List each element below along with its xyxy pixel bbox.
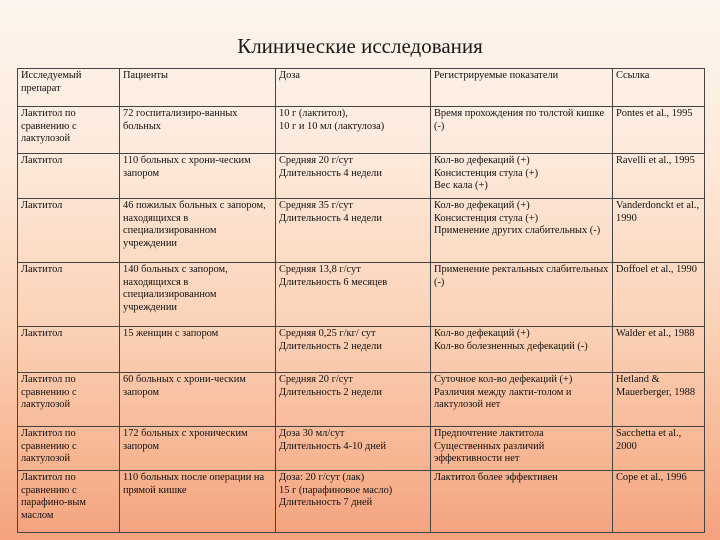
cell-metrics: Кол-во дефекаций (+) Консистенция стула (+) Применение других слабительных (-)	[431, 199, 613, 263]
cell-patients: 140 больных с запором, находящихся в специализированном учреждении	[120, 263, 276, 327]
cell-dose: Средняя 35 г/сут Длительность 4 недели	[276, 199, 431, 263]
cell-patients: 60 больных с хрони-ческим запором	[120, 373, 276, 427]
cell-dose: Средняя 20 г/сут Длительность 4 недели	[276, 154, 431, 199]
cell-drug: Лактитол по сравнению с лактулозой	[18, 427, 120, 471]
cell-dose: Средняя 13,8 г/сут Длительность 6 месяцев	[276, 263, 431, 327]
cell-metrics: Предпочтение лактитола Существенных различий эффективности нет	[431, 427, 613, 471]
cell-metrics: Кол-во дефекаций (+) Кол-во болезненных дефекаций (-)	[431, 327, 613, 373]
cell-dose: Средняя 0,25 г/кг/ сут Длительность 2 недели	[276, 327, 431, 373]
table-row	[18, 471, 705, 533]
table-row	[18, 154, 705, 199]
cell-reference: Walder et al., 1988	[613, 327, 705, 373]
cell-metrics: Применение ректальных слабительных (-)	[431, 263, 613, 327]
cell-patients: 172 больных с хроническим запором	[120, 427, 276, 471]
header-patients: Пациенты	[120, 69, 276, 107]
header-metrics: Регистрируемые показатели	[431, 69, 613, 107]
cell-reference: Ravelli et al., 1995	[613, 154, 705, 199]
cell-patients: 110 больных после операции на прямой кишке	[120, 471, 276, 533]
cell-reference: Vanderdonckt et al., 1990	[613, 199, 705, 263]
cell-drug: Лактитол	[18, 327, 120, 373]
cell-dose: Доза: 20 г/сут (лак) 15 г (парафиновое масло) Длительность 7 дней	[276, 471, 431, 533]
cell-reference: Doffoel et al., 1990	[613, 263, 705, 327]
cell-drug: Лактитол по сравнению с лактулозой	[18, 107, 120, 154]
header-dose: Доза	[276, 69, 431, 107]
cell-patients: 72 госпитализиро-ванных больных	[120, 107, 276, 154]
cell-reference: Hetland & Mauerberger, 1988	[613, 373, 705, 427]
cell-metrics: Лактитол более эффективен	[431, 471, 613, 533]
cell-drug: Лактитол	[18, 154, 120, 199]
table-header-row	[18, 69, 705, 107]
page-title: Клинические исследования	[237, 34, 483, 58]
table-row	[18, 427, 705, 471]
cell-reference: Sacchetta et al., 2000	[613, 427, 705, 471]
table-row	[18, 107, 705, 154]
cell-drug: Лактитол	[18, 199, 120, 263]
cell-reference: Cope et al., 1996	[613, 471, 705, 533]
cell-patients: 15 женщин с запором	[120, 327, 276, 373]
cell-dose: Средняя 20 г/сут Длительность 2 недели	[276, 373, 431, 427]
cell-reference: Pontes et al., 1995	[613, 107, 705, 154]
cell-patients: 46 пожилых больных с запором, находящихся в специализированном учреждении	[120, 199, 276, 263]
cell-metrics: Кол-во дефекаций (+) Консистенция стула (+) Вес кала (+)	[431, 154, 613, 199]
cell-drug: Лактитол	[18, 263, 120, 327]
cell-drug: Лактитол по сравнению с парафино-вым маслом	[18, 471, 120, 533]
cell-metrics: Суточное кол-во дефекаций (+) Различия между лакти-толом и лактулозой нет	[431, 373, 613, 427]
table-row	[18, 263, 705, 327]
clinical-studies-table	[17, 68, 705, 533]
cell-dose: Доза 30 мл/сут Длительность 4-10 дней	[276, 427, 431, 471]
cell-metrics: Время прохождения по толстой кишке (-)	[431, 107, 613, 154]
cell-drug: Лактитол по сравнению с лактулозой	[18, 373, 120, 427]
table-row	[18, 199, 705, 263]
table-row	[18, 373, 705, 427]
cell-dose: 10 г (лактитол), 10 г и 10 мл (лактулоза)	[276, 107, 431, 154]
table-row	[18, 327, 705, 373]
cell-patients: 110 больных с хрони-ческим запором	[120, 154, 276, 199]
header-reference: Ссылка	[613, 69, 705, 107]
header-drug: Исследуемый препарат	[18, 69, 120, 107]
